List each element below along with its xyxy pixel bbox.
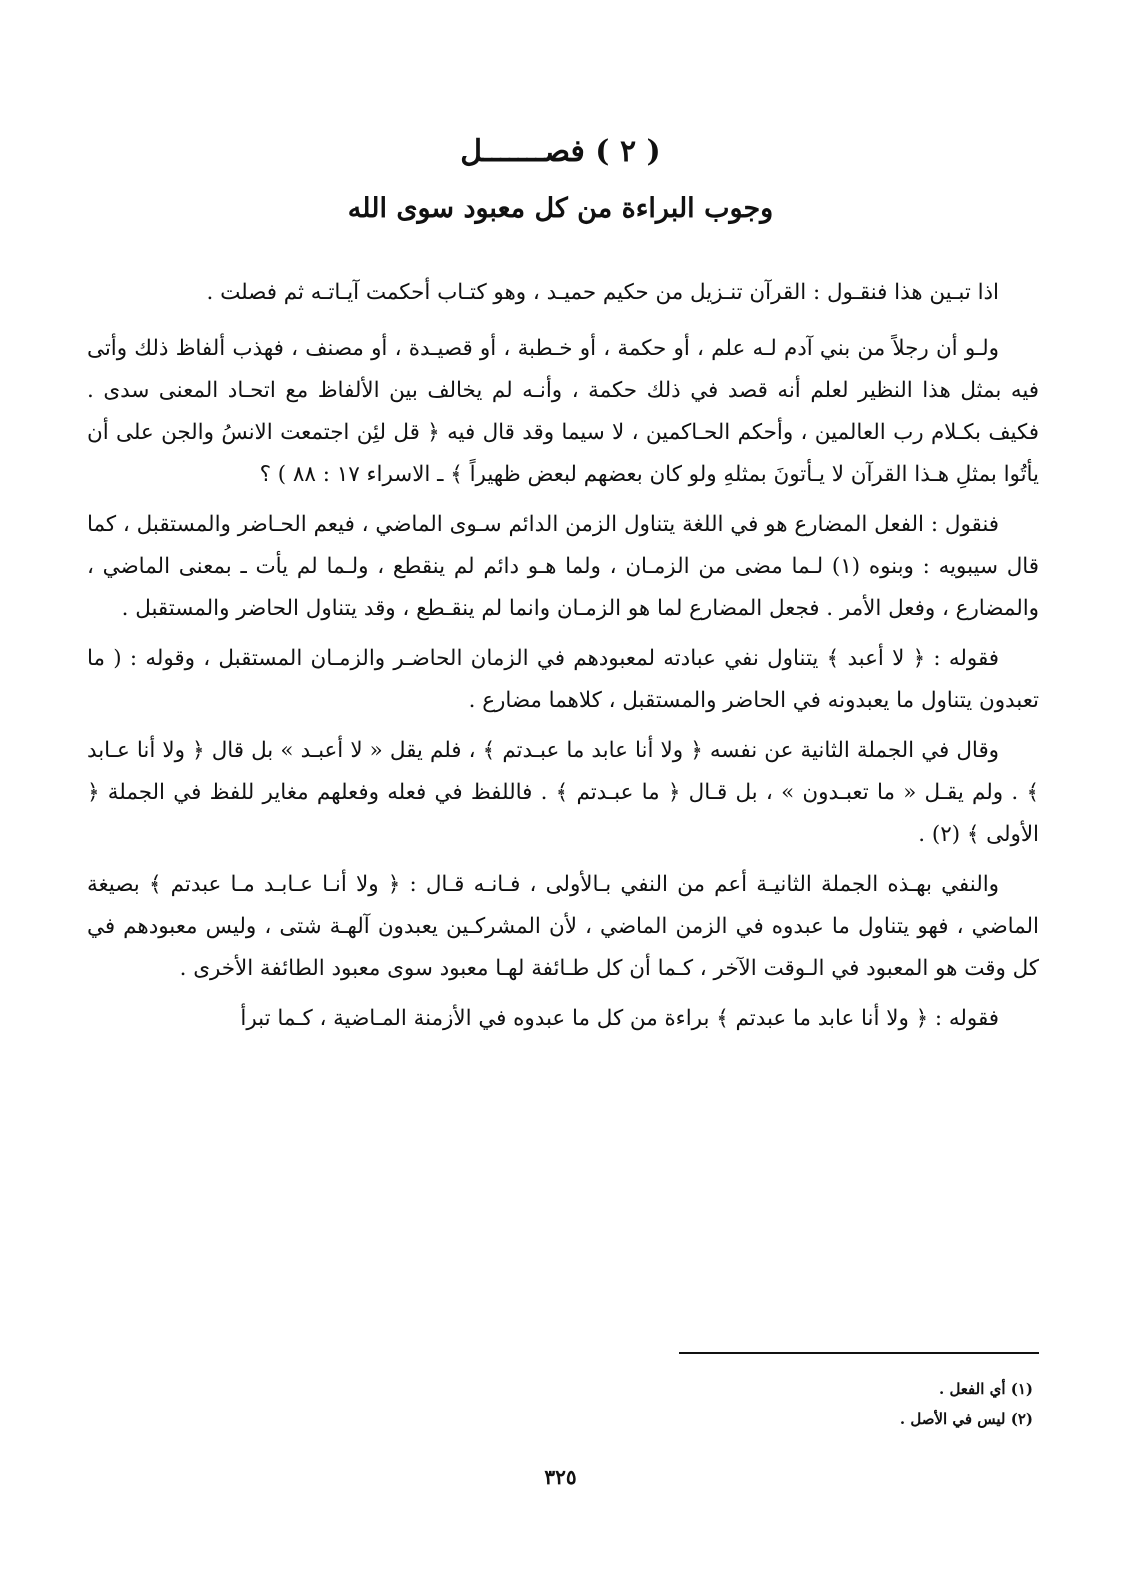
body-text	[87, 272, 1039, 1048]
paragraph: اذا تبـين هذا فنقـول : القرآن تنـزيل من حكيم حميـد ، وهو كتـاب أحكمت آيـاتـه ثم فصلت .	[206, 280, 999, 305]
paragraph: ولـو أن رجلاً من بني آدم لـه علم ، أو حكمة ، أو خـطبة ، أو قصيـدة ، أو مصنف ، فهذب ألفاظ ذلك وأتى فيه بمثل هذا النظير لعلم أنه قصد في ذلك حكمة ، وأنـه لم يخالف بين الألفاظ مع اتحـاد المعنى سدى . فكيف بكـلام رب العالمين ، وأحكم الحـاكمين ، لا سيما وقد قال فيه ﴿ قل لئِن اجتمعت الانسُ والجن على أن يأتُوا بمثلِ هـذا القرآن لا يـأتونَ بمثلهِ ولو كان بعضهم لبعض ظهيراً ﴾ ـ الاسراء ١٧ : ٨٨ ) ؟	[87, 336, 1039, 487]
paragraph: والنفي بهـذه الجملة الثانيـة أعم من النفي بـالأولى ، فـانـه قـال : ﴿ ولا أنـا عـابـد مـا عبدتم ﴾ بصيغة الماضي ، فهو يتناول ما عبدوه في الزمن الماضي ، لأن المشركـين يعبدون آلهـة شتى ، وليس معبودهم في كل وقت هو المعبود في الـوقت الآخر ، كـما أن كل طـائفة لهـا معبود سوى معبود الطائفة الأخرى .	[87, 872, 1039, 981]
footnotes	[433, 1374, 1033, 1434]
footnote: (٢) ليس في الأصل .	[899, 1410, 1033, 1428]
paragraph: وقال في الجملة الثانية عن نفسه ﴿ ولا أنا عابد ما عبـدتم ﴾ ، فلم يقل « لا أعبـد » بل قال ﴿ ولا أنا عـابد ﴾ . ولم يقـل « ما تعبـدون » ، بل قـال ﴿ ما عبـدتم ﴾ . فاللفظ في فعله وفعلهم مغاير للفظ في الجملة ﴿ الأولى ﴾ (٢) .	[87, 738, 1039, 847]
paragraph: فقوله : ﴿ لا أعبد ﴾ يتناول نفي عبادته لمعبودهم في الزمان الحاضـر والزمـان المستقبل ، وقوله : ( ما تعبدون يتناول ما يعبدونه في الحاضر والمستقبل ، كلاهما مضارع .	[87, 646, 1039, 713]
section-heading: ( ٢ ) فصـــــــل	[460, 134, 661, 169]
paragraph: فنقول : الفعل المضارع هو في اللغة يتناول الزمن الدائم سـوى الماضي ، فيعم الحـاضر والمستقبل ، كما قال سيبويه : وبنوه (١) لـما مضى من الزمـان ، ولما هـو دائم لم ينقطع ، ولـما لم يأت ـ بمعنى الماضي ، والمضارع ، وفعل الأمر . فجعل المضارع لما هو الزمـان وانما لم ينقـطع ، وقد يتناول الحاضر والمستقبل .	[87, 512, 1039, 621]
footnote-divider	[679, 1352, 1039, 1354]
footnote: (١) أي الفعل .	[939, 1380, 1033, 1398]
page-number: ٣٢٥	[544, 1465, 577, 1489]
section-subheading: وجوب البراءة من كل معبود سوى الله	[347, 193, 774, 224]
paragraph: فقوله : ﴿ ولا أنا عابد ما عبدتم ﴾ براءة من كل ما عبدوه في الأزمنة المـاضية ، كـما تبرأ	[240, 1006, 999, 1031]
